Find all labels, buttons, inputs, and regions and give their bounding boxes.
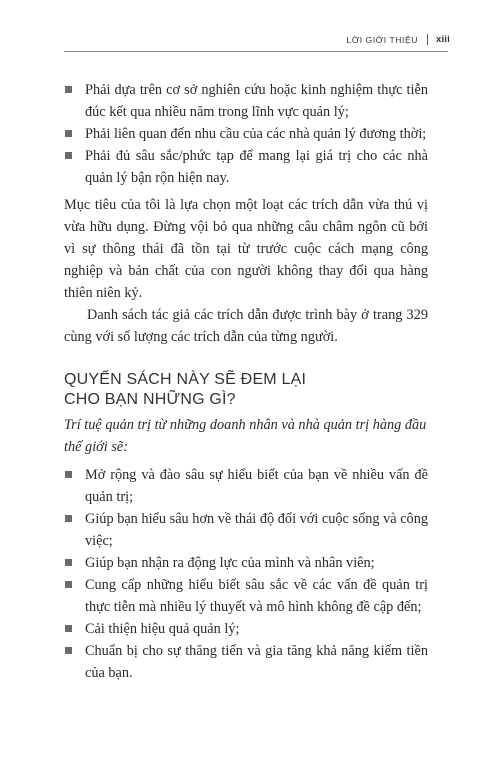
benefits-list <box>64 464 428 684</box>
section-heading <box>64 370 428 410</box>
section-heading-line: CHO BẠN NHỮNG GÌ? <box>64 391 236 408</box>
list-item: Phải đủ sâu sắc/phức tạp để mang lại giá trị cho các nhà quản lý bận rộn hiện nay. <box>64 145 428 189</box>
list-item: Giúp bạn hiểu sâu hơn về thái độ đối với cuộc sống và công việc; <box>64 508 428 552</box>
list-item: Phải dựa trên cơ sở nghiên cứu hoặc kinh nghiệm thực tiễn đúc kết qua nhiều năm trong lĩnh vực quản lý; <box>64 79 428 123</box>
page-number: xiii <box>435 34 450 45</box>
running-header <box>347 34 451 45</box>
paragraph-goal: Mục tiêu của tôi là lựa chọn một loạt các trích dẫn vừa thú vị vừa hữu dụng. Đừng vội bỏ qua những câu châm ngôn cũ bởi vì sự thông thái đã tồn tại từ trước cuộc cách mạng công nghiệp và bản chất của con người không thay đổi qua hàng thiên niên kỷ. <box>64 197 428 301</box>
section-intro: Trí tuệ quản trị từ những doanh nhân và nhà quản trị hàng đầu thế giới sẽ: <box>64 417 427 455</box>
list-item: Mở rộng và đào sâu sự hiểu biết của bạn về nhiều vấn đề quản trị; <box>64 464 428 508</box>
criteria-list <box>64 79 428 189</box>
list-item: Giúp bạn nhận ra động lực của mình và nhân viên; <box>64 552 428 574</box>
section-heading-line: QUYỂN SÁCH NÀY SẼ ĐEM LẠI <box>64 371 307 388</box>
list-item: Chuẩn bị cho sự thăng tiến và gia tăng khả năng kiếm tiền của bạn. <box>64 640 428 684</box>
list-item: Phải liên quan đến nhu cầu của các nhà quản lý đương thời; <box>64 123 428 145</box>
page-body <box>64 79 428 684</box>
chapter-title: LỜI GIỚI THIỆU <box>346 34 418 45</box>
header-separator <box>427 34 428 45</box>
list-item: Cung cấp những hiểu biết sâu sắc về các vấn đề quản trị thực tiễn mà nhiều lý thuyết và mô hình không đề cập đến; <box>64 574 428 618</box>
paragraph-author-list: Danh sách tác giả các trích dẫn được trình bày ở trang 329 cùng với số lượng các trích dẫn của từng người. <box>64 307 428 345</box>
header-rule <box>64 51 448 52</box>
list-item: Cải thiện hiệu quả quản lý; <box>64 618 428 640</box>
